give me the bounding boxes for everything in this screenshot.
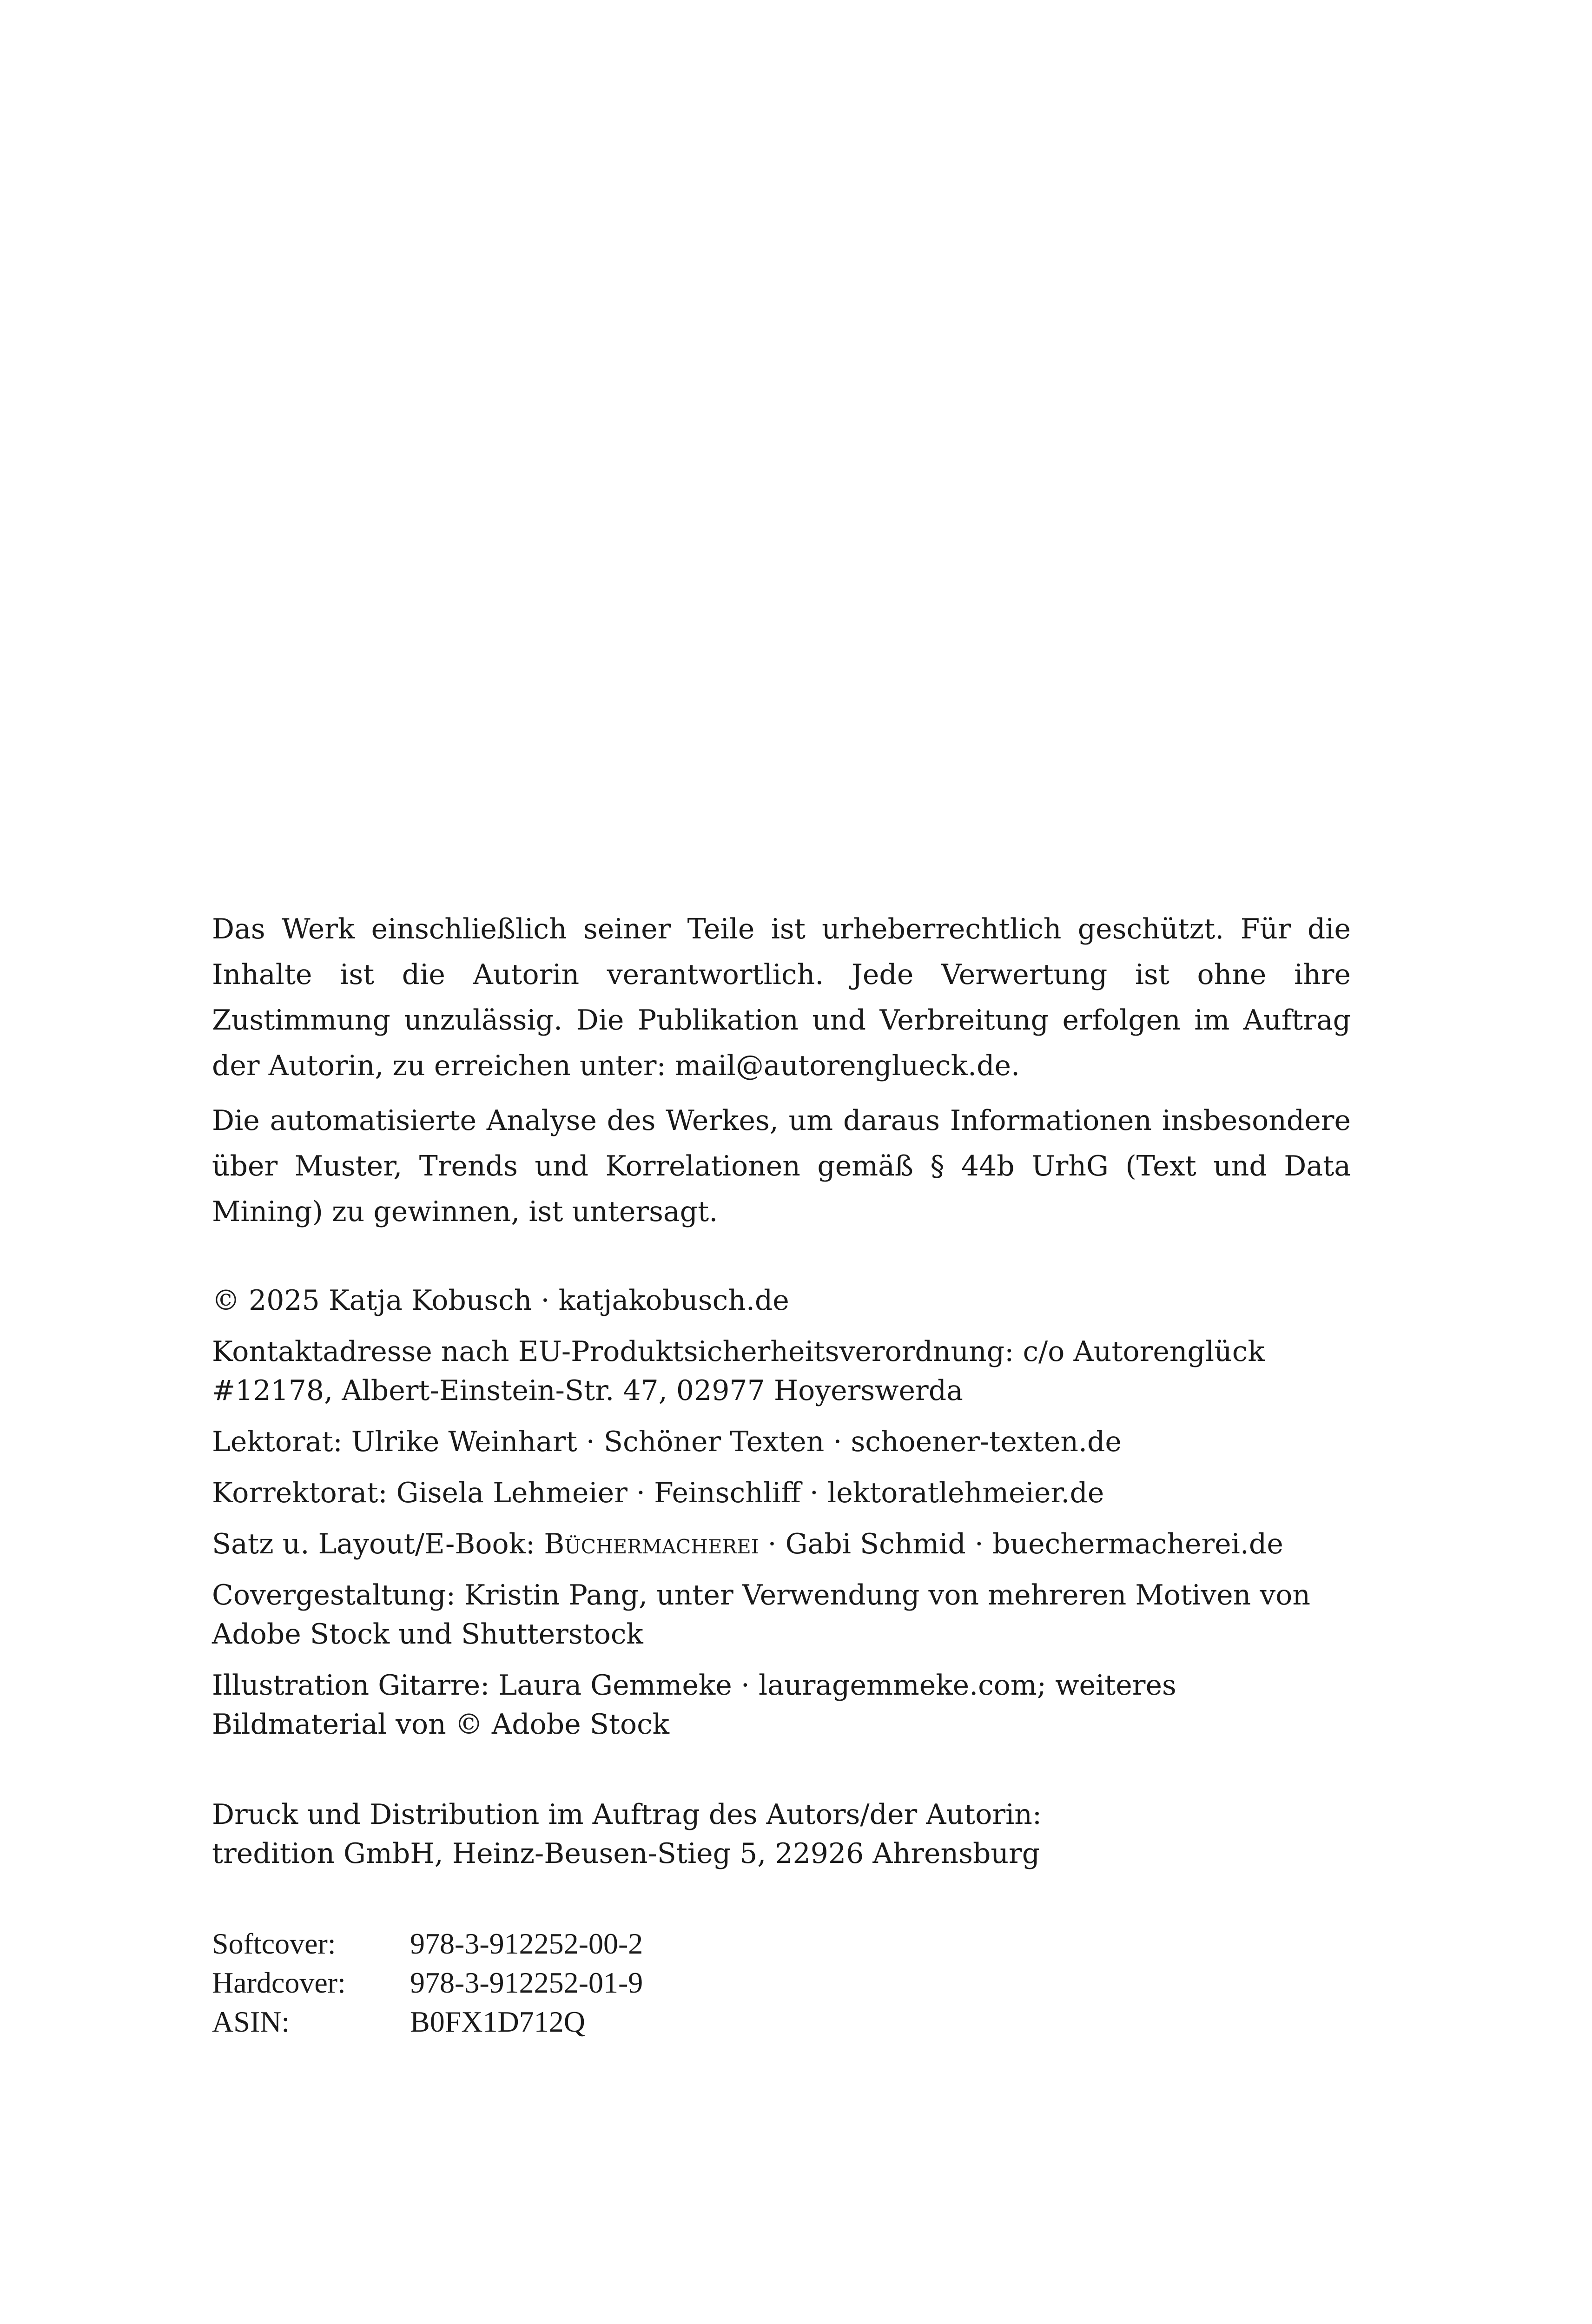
satz-prefix: Satz u. Layout/E-Book: [212, 1528, 544, 1560]
identifier-row [212, 2002, 1351, 2041]
identifier-value: 978-3-912252-00-2 [410, 1927, 643, 1960]
satz-credit [212, 1525, 1351, 1564]
contact-address: Kontaktadresse nach EU-Produktsicherheitsverordnung: c/o Autorenglück #12178, Albert-Einstein-Str. 47, 02977 Hoyerswerda [212, 1335, 1265, 1407]
imprint-page [212, 906, 1351, 2041]
identifier-row [212, 1924, 1351, 1963]
korrektorat-credit: Korrektorat: Gisela Lehmeier · Feinschliff · lektoratlehmeier.de [212, 1477, 1104, 1509]
cover-credit: Covergestaltung: Kristin Pang, unter Verwendung von mehreren Motiven von Adobe Stock und Shutterstock [212, 1579, 1310, 1651]
identifier-label: Softcover: [212, 1927, 336, 1960]
identifier-value: B0FX1D712Q [410, 2005, 585, 2038]
identifier-label: ASIN: [212, 2005, 290, 2038]
identifier-row [212, 1963, 1351, 2002]
lektorat-credit: Lektorat: Ulrike Weinhart · Schöner Texten · schoener-texten.de [212, 1426, 1122, 1458]
tdm-notice: Die automatisierte Analyse des Werkes, um daraus Informationen insbesondere über Muster, Trends und Korrelationen gemäß § 44b UrhG (Text und Data Mining) zu gewinnen, ist untersagt. [212, 1104, 1351, 1228]
legal-notice [212, 906, 1351, 1235]
satz-company: Büchermacherei [544, 1528, 759, 1560]
satz-suffix: · Gabi Schmid · buechermacherei.de [759, 1528, 1283, 1560]
identifier-value: 978-3-912252-01-9 [410, 1966, 643, 1999]
print-line-2: tredition GmbH, Heinz-Beusen-Stieg 5, 22926 Ahrensburg [212, 1837, 1040, 1870]
credits [212, 1281, 1351, 1744]
copyright-notice: Das Werk einschließlich seiner Teile ist urheberrechtlich geschützt. Für die Inhalte ist die Autorin verantwortlich. Jede Verwertung ist ohne ihre Zustimmung unzulässig. Die Publikation und Verbreitung erfolgen im Auftrag der Autorin, zu erreichen unter: mail@autorenglueck.de. [212, 913, 1351, 1082]
print-line-1: Druck und Distribution im Auftrag des Autors/der Autorin: [212, 1798, 1042, 1831]
identifier-label: Hardcover: [212, 1966, 346, 1999]
print-distribution [212, 1795, 1351, 1873]
identifiers [212, 1924, 1351, 2041]
illustration-credit: Illustration Gitarre: Laura Gemmeke · lauragemmeke.com; weiteres Bildmaterial von © Adobe Stock [212, 1669, 1176, 1741]
copyright-line: © 2025 Katja Kobusch · katjakobusch.de [212, 1284, 789, 1317]
